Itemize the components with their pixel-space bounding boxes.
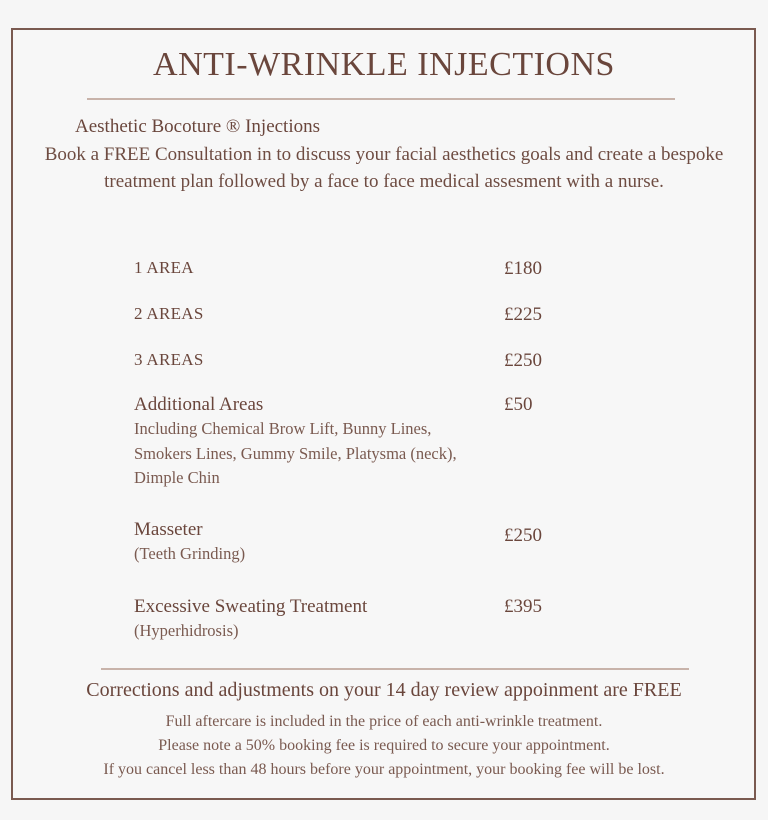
cancellation-note: If you cancel less than 48 hours before your appointment, your booking fee will be lost. xyxy=(103,761,665,778)
treatment-price: £250 xyxy=(504,525,542,546)
treatment-name: 2 AREAS xyxy=(134,304,204,323)
treatment-name: Masseter xyxy=(134,519,203,540)
treatment-name: Additional Areas xyxy=(134,394,264,415)
treatment-row-masseter xyxy=(134,519,604,567)
intro-paragraph: Book a FREE Consultation in to discuss your facial aesthetics goals and create a bespoke treatment plan followed by a face to face medical assesment with a nurse. xyxy=(44,144,724,192)
booking-fee-note: Please note a 50% booking fee is required to secure your appointment. xyxy=(158,737,610,754)
treatment-price: £250 xyxy=(504,350,542,371)
treatment-price: £395 xyxy=(504,596,542,617)
treatment-price: £180 xyxy=(504,258,542,279)
page-title: ANTI-WRINKLE INJECTIONS xyxy=(153,46,615,83)
treatment-detail: Including Chemical Brow Lift, Bunny Lines, Smokers Lines, Gummy Smile, Platysma (neck), Dimple Chin xyxy=(134,419,457,487)
treatment-price: £50 xyxy=(504,394,533,415)
aftercare-note: Full aftercare is included in the price of each anti-wrinkle treatment. xyxy=(165,713,603,730)
treatment-row-2-areas xyxy=(134,304,604,324)
section-subtitle: Aesthetic Bocoture ® Injections xyxy=(75,116,321,137)
treatment-row-3-areas xyxy=(134,350,604,370)
treatment-row-1-area xyxy=(134,258,604,278)
treatment-name: 3 AREAS xyxy=(134,350,204,369)
treatment-detail: (Teeth Grinding) xyxy=(134,544,246,563)
treatment-name: Excessive Sweating Treatment xyxy=(134,596,368,617)
treatment-price: £225 xyxy=(504,304,542,325)
title-divider xyxy=(87,98,675,100)
treatment-row-excessive-sweating xyxy=(134,596,604,644)
footer-divider xyxy=(101,668,689,670)
treatment-detail: (Hyperhidrosis) xyxy=(134,621,239,640)
treatment-row-additional-areas xyxy=(134,394,604,491)
free-corrections-note: Corrections and adjustments on your 14 day review appoinment are FREE xyxy=(86,679,682,701)
treatment-name: 1 AREA xyxy=(134,258,194,277)
